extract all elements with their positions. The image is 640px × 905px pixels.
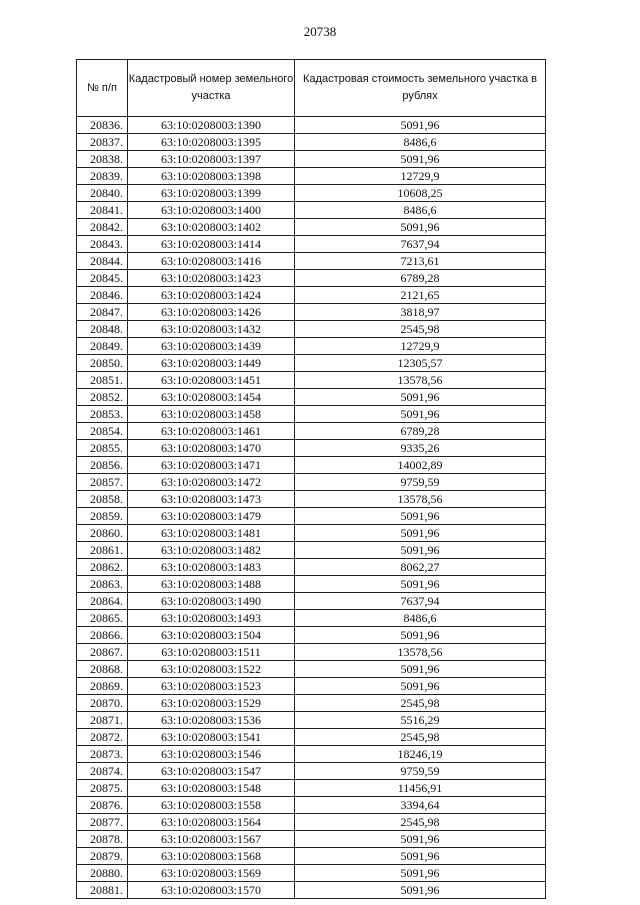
table-row	[77, 168, 546, 185]
cadastral-value: 8486,6	[295, 134, 546, 151]
row-number: 20859.	[77, 508, 128, 525]
table-row	[77, 423, 546, 440]
cadastral-value: 8062,27	[295, 559, 546, 576]
table-row	[77, 117, 546, 134]
cadastral-number: 63:10:0208003:1458	[128, 406, 295, 423]
row-number: 20874.	[77, 763, 128, 780]
row-number: 20869.	[77, 678, 128, 695]
cadastral-value: 8486,6	[295, 610, 546, 627]
cadastral-number: 63:10:0208003:1547	[128, 763, 295, 780]
cadastral-value: 5091,96	[295, 389, 546, 406]
cadastral-number: 63:10:0208003:1493	[128, 610, 295, 627]
cadastral-number: 63:10:0208003:1523	[128, 678, 295, 695]
table-row	[77, 593, 546, 610]
row-number: 20866.	[77, 627, 128, 644]
cadastral-value-table	[76, 59, 546, 899]
row-number: 20879.	[77, 848, 128, 865]
cadastral-number: 63:10:0208003:1432	[128, 321, 295, 338]
cadastral-value: 2121,65	[295, 287, 546, 304]
cadastral-number: 63:10:0208003:1426	[128, 304, 295, 321]
row-number: 20871.	[77, 712, 128, 729]
table-row	[77, 287, 546, 304]
cadastral-value: 5516,29	[295, 712, 546, 729]
cadastral-number: 63:10:0208003:1568	[128, 848, 295, 865]
table-row	[77, 338, 546, 355]
table-row	[77, 678, 546, 695]
row-number: 20836.	[77, 117, 128, 134]
row-number: 20840.	[77, 185, 128, 202]
table-row	[77, 865, 546, 882]
cadastral-value: 13578,56	[295, 491, 546, 508]
row-number: 20876.	[77, 797, 128, 814]
cadastral-number: 63:10:0208003:1567	[128, 831, 295, 848]
row-number: 20868.	[77, 661, 128, 678]
table-row	[77, 559, 546, 576]
table-row	[77, 661, 546, 678]
cadastral-value: 11456,91	[295, 780, 546, 797]
row-number: 20875.	[77, 780, 128, 797]
row-number: 20855.	[77, 440, 128, 457]
cadastral-value: 5091,96	[295, 576, 546, 593]
row-number: 20844.	[77, 253, 128, 270]
table-row	[77, 202, 546, 219]
cadastral-number: 63:10:0208003:1461	[128, 423, 295, 440]
cadastral-value: 5091,96	[295, 151, 546, 168]
cadastral-value: 10608,25	[295, 185, 546, 202]
table-row	[77, 406, 546, 423]
cadastral-value: 18246,19	[295, 746, 546, 763]
row-number: 20851.	[77, 372, 128, 389]
row-number: 20856.	[77, 457, 128, 474]
table-row	[77, 440, 546, 457]
table-row	[77, 236, 546, 253]
cadastral-number: 63:10:0208003:1569	[128, 865, 295, 882]
cadastral-value: 8486,6	[295, 202, 546, 219]
table-row	[77, 848, 546, 865]
table-row	[77, 321, 546, 338]
cadastral-value: 5091,96	[295, 542, 546, 559]
table-row	[77, 763, 546, 780]
cadastral-number: 63:10:0208003:1470	[128, 440, 295, 457]
row-number: 20841.	[77, 202, 128, 219]
cadastral-value: 5091,96	[295, 525, 546, 542]
row-number: 20838.	[77, 151, 128, 168]
cadastral-number: 63:10:0208003:1402	[128, 219, 295, 236]
table-row	[77, 644, 546, 661]
table-row	[77, 610, 546, 627]
cadastral-number: 63:10:0208003:1397	[128, 151, 295, 168]
row-number: 20873.	[77, 746, 128, 763]
row-number: 20854.	[77, 423, 128, 440]
cadastral-number: 63:10:0208003:1471	[128, 457, 295, 474]
table-row	[77, 576, 546, 593]
row-number: 20878.	[77, 831, 128, 848]
table-row	[77, 695, 546, 712]
cadastral-number: 63:10:0208003:1481	[128, 525, 295, 542]
cadastral-number: 63:10:0208003:1451	[128, 372, 295, 389]
cadastral-number: 63:10:0208003:1424	[128, 287, 295, 304]
table-row	[77, 627, 546, 644]
table-row	[77, 797, 546, 814]
table-row	[77, 389, 546, 406]
cadastral-number: 63:10:0208003:1564	[128, 814, 295, 831]
page-number: 20738	[303, 24, 337, 39]
row-number: 20845.	[77, 270, 128, 287]
row-number: 20852.	[77, 389, 128, 406]
cadastral-value: 7213,61	[295, 253, 546, 270]
table-row	[77, 457, 546, 474]
cadastral-number: 63:10:0208003:1490	[128, 593, 295, 610]
cadastral-number: 63:10:0208003:1548	[128, 780, 295, 797]
cadastral-value: 9759,59	[295, 474, 546, 491]
table-row	[77, 355, 546, 372]
cadastral-number: 63:10:0208003:1423	[128, 270, 295, 287]
cadastral-number: 63:10:0208003:1546	[128, 746, 295, 763]
table-row	[77, 185, 546, 202]
cadastral-number: 63:10:0208003:1398	[128, 168, 295, 185]
cadastral-value: 2545,98	[295, 729, 546, 746]
cadastral-value: 9335,26	[295, 440, 546, 457]
cadastral-number: 63:10:0208003:1390	[128, 117, 295, 134]
row-number: 20850.	[77, 355, 128, 372]
cadastral-number: 63:10:0208003:1483	[128, 559, 295, 576]
cadastral-number: 63:10:0208003:1439	[128, 338, 295, 355]
row-number: 20862.	[77, 559, 128, 576]
row-number: 20863.	[77, 576, 128, 593]
table-row	[77, 253, 546, 270]
cadastral-value: 9759,59	[295, 763, 546, 780]
table-row	[77, 134, 546, 151]
cadastral-number: 63:10:0208003:1414	[128, 236, 295, 253]
row-number: 20860.	[77, 525, 128, 542]
cadastral-value: 5091,96	[295, 848, 546, 865]
cadastral-value: 13578,56	[295, 372, 546, 389]
cadastral-value: 12305,57	[295, 355, 546, 372]
table-row	[77, 474, 546, 491]
table-row	[77, 491, 546, 508]
row-number: 20861.	[77, 542, 128, 559]
table-row	[77, 542, 546, 559]
cadastral-value: 5091,96	[295, 831, 546, 848]
cadastral-value: 2545,98	[295, 321, 546, 338]
cadastral-value: 5091,96	[295, 627, 546, 644]
cadastral-number: 63:10:0208003:1473	[128, 491, 295, 508]
row-number: 20870.	[77, 695, 128, 712]
cadastral-value: 5091,96	[295, 661, 546, 678]
cadastral-number: 63:10:0208003:1472	[128, 474, 295, 491]
table-row	[77, 729, 546, 746]
cadastral-value: 14002,89	[295, 457, 546, 474]
header-cadastral-number: Кадастровый номер земельного участка	[128, 60, 295, 117]
row-number: 20864.	[77, 593, 128, 610]
cadastral-number: 63:10:0208003:1416	[128, 253, 295, 270]
header-num: № п/п	[77, 60, 128, 117]
cadastral-value: 2545,98	[295, 814, 546, 831]
cadastral-value: 2545,98	[295, 695, 546, 712]
row-number: 20843.	[77, 236, 128, 253]
cadastral-value: 6789,28	[295, 270, 546, 287]
row-number: 20881.	[77, 882, 128, 899]
row-number: 20839.	[77, 168, 128, 185]
table-row	[77, 746, 546, 763]
row-number: 20847.	[77, 304, 128, 321]
cadastral-number: 63:10:0208003:1488	[128, 576, 295, 593]
cadastral-value: 7637,94	[295, 236, 546, 253]
cadastral-value: 5091,96	[295, 678, 546, 695]
cadastral-number: 63:10:0208003:1504	[128, 627, 295, 644]
header-cadastral-value: Кадастровая стоимость земельного участка в рублях	[295, 60, 546, 117]
table-header-row	[77, 60, 546, 117]
cadastral-value: 5091,96	[295, 219, 546, 236]
cadastral-number: 63:10:0208003:1570	[128, 882, 295, 899]
row-number: 20846.	[77, 287, 128, 304]
cadastral-number: 63:10:0208003:1558	[128, 797, 295, 814]
table-row	[77, 304, 546, 321]
cadastral-number: 63:10:0208003:1536	[128, 712, 295, 729]
cadastral-number: 63:10:0208003:1482	[128, 542, 295, 559]
cadastral-value: 5091,96	[295, 865, 546, 882]
cadastral-value: 3394,64	[295, 797, 546, 814]
row-number: 20842.	[77, 219, 128, 236]
row-number: 20853.	[77, 406, 128, 423]
cadastral-value: 5091,96	[295, 117, 546, 134]
cadastral-number: 63:10:0208003:1479	[128, 508, 295, 525]
cadastral-value: 5091,96	[295, 882, 546, 899]
row-number: 20867.	[77, 644, 128, 661]
cadastral-number: 63:10:0208003:1511	[128, 644, 295, 661]
row-number: 20849.	[77, 338, 128, 355]
table-row	[77, 270, 546, 287]
table-row	[77, 508, 546, 525]
row-number: 20877.	[77, 814, 128, 831]
table-row	[77, 780, 546, 797]
table-row	[77, 882, 546, 899]
cadastral-value: 5091,96	[295, 508, 546, 525]
table-row	[77, 831, 546, 848]
cadastral-number: 63:10:0208003:1529	[128, 695, 295, 712]
cadastral-value: 5091,96	[295, 406, 546, 423]
row-number: 20880.	[77, 865, 128, 882]
cadastral-value: 3818,97	[295, 304, 546, 321]
cadastral-number: 63:10:0208003:1400	[128, 202, 295, 219]
cadastral-value: 12729,9	[295, 168, 546, 185]
row-number: 20857.	[77, 474, 128, 491]
cadastral-value: 6789,28	[295, 423, 546, 440]
cadastral-value: 13578,56	[295, 644, 546, 661]
table-row	[77, 372, 546, 389]
cadastral-number: 63:10:0208003:1522	[128, 661, 295, 678]
row-number: 20848.	[77, 321, 128, 338]
row-number: 20858.	[77, 491, 128, 508]
cadastral-number: 63:10:0208003:1395	[128, 134, 295, 151]
table-row	[77, 219, 546, 236]
cadastral-number: 63:10:0208003:1399	[128, 185, 295, 202]
table-row	[77, 814, 546, 831]
table-row	[77, 525, 546, 542]
table-row	[77, 712, 546, 729]
cadastral-number: 63:10:0208003:1454	[128, 389, 295, 406]
cadastral-value: 7637,94	[295, 593, 546, 610]
cadastral-number: 63:10:0208003:1541	[128, 729, 295, 746]
table-row	[77, 151, 546, 168]
cadastral-number: 63:10:0208003:1449	[128, 355, 295, 372]
cadastral-value: 12729,9	[295, 338, 546, 355]
row-number: 20872.	[77, 729, 128, 746]
row-number: 20837.	[77, 134, 128, 151]
row-number: 20865.	[77, 610, 128, 627]
